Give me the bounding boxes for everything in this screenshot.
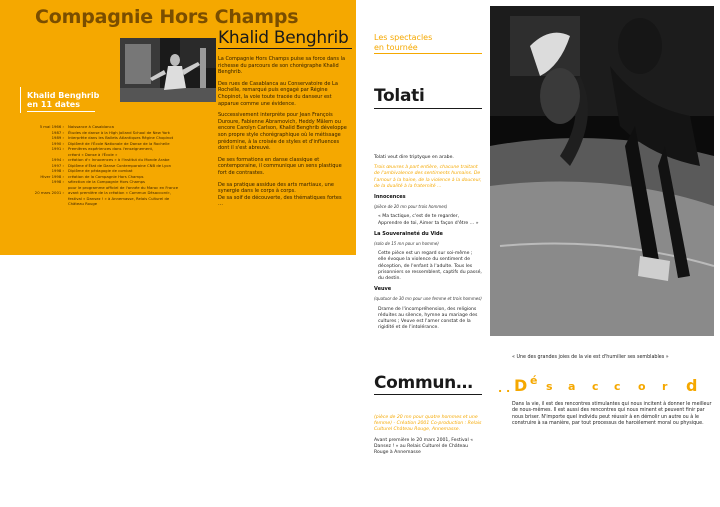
tolati-intro: Tolati veut dire triptyque en arabe. [374,155,454,160]
timeline-text: Études de danse à la High Jolland School de New York [68,129,170,135]
divider [218,48,352,49]
intro-paragraph: De ses formations en danse classique et contemporaine, il communique un sens plastique fort de contrastes. [218,156,342,176]
divider [27,111,95,112]
choreographer-name: Khalid Benghrib [218,28,349,48]
veuve-note: (quatuor de 30 mn pour une femme et trois hommes) [374,296,482,302]
innocences-title: Innocences [374,194,406,201]
commun-title: Commun… [374,373,473,393]
souverainete-title: La Souveraineté du Vide [374,230,443,237]
commun-text [374,415,482,460]
timeline-date: 1998 › [51,179,64,184]
bio-heading [27,91,99,109]
timeline-date: 1997 › [51,162,64,168]
tolati-title: Tolati [374,86,425,106]
desaccord-letter: r [662,380,668,393]
dancer-photo-small [120,38,216,102]
timeline-text: Premières expériences dans l'enseignement, [68,146,154,151]
timeline-date: 5 mai 1966 › [39,124,64,129]
intro-paragraph: La Compagnie Hors Champs puise sa force dans la richesse du parcours de son chorégraphe Khalid Benghrib. [218,56,346,76]
timeline-text: créant « Danse à l'École » [68,151,118,157]
intro-paragraph: Des rues de Casablanca au Conservatoire de La Rochelle, remarqué puis engagé par Régine Chopinot, la voie toute tracée du danseur est apparue comme une évidence. [218,80,338,107]
divider [20,87,21,113]
tolati-description: Trois œuvres à part entière, chacune traitant de l'ambivalence des sentiments humains. De l'amour à la haine, de la violence à la douceur, de la dualité à la fraternité … [374,165,482,189]
tolati-text [374,155,482,335]
timeline-date [14,201,68,207]
company-title: Compagnie Hors Champs [35,6,299,28]
timeline-text: Naissance à Casablanca [68,124,114,129]
intro-text [218,56,348,213]
timeline-text: Diplôme de pédagogie de combat [68,168,133,173]
intro-paragraph: Successivement interprète pour Jean François Duroure, Fabienne Abramovich, Heddy Mâlem ou encore Carolyn Carlson, Khalid Benghrib développe son propre style chorégraphique où le métissage prédomine, à la croisée de styles et d'influences dont il s'est abreuvé. [218,112,347,152]
desaccord-letter: d [686,376,698,395]
desaccord-text [512,402,712,427]
timeline-date: Hiver 1998 › [40,173,64,179]
souverainete-text: Cette pièce est un regard sur soi-même ; elle évoque la violence du sentiment de déception, de l'enfant à l'adulte. Tous les prisonniers se ressemblent, captifs du passé, du destin. [378,251,482,282]
desaccord-letter: c [592,380,599,393]
veuve-text: Drame de l'incompréhension, des religions réduites au silence, hymne au mariage des cultures ; Veuve est l'amer constat de la rigidité et de l'intolérance. [378,306,478,331]
timeline-date: 1990 › [51,140,64,146]
timeline-text: Château Rouge [68,201,98,206]
timeline-date: 1987 › [51,129,64,135]
bio-heading-line: en 11 dates [27,100,80,109]
souverainete-note: (solo de 15 mn pour un homme) [374,241,439,247]
timeline-date: 1998 › [51,168,64,173]
timeline-date: 1991 › [51,146,64,151]
desaccord-letter: s [546,380,553,393]
desaccord-letter: D [514,376,528,395]
timeline-row [14,201,204,207]
innocences-text: « Ma tactique, c'est de te regarder, Apprendre de toi, Aimer ta façon d'être … » [378,214,479,226]
timeline-date: 20 mars 2001 › [34,190,64,195]
timeline-text: Diplôme d'État de Danse Contemporaine CNB de Lyon [68,162,172,168]
desaccord-letter: a [568,380,576,393]
timeline-text: création d'« Innocences » à l'Institut du Monde Arabe [68,157,170,162]
divider [374,394,482,395]
intro-paragraph: De sa pratique assidue des arts martiaux, une synergie dans le corps à corps. [218,181,334,195]
timeline-text: avant première de la création « Commun Désaccord», [68,190,172,195]
timeline-date: 1989 › [51,135,64,140]
desaccord-title [498,374,698,402]
shows-heading-line: en tournée [374,43,418,52]
shows-heading [374,33,432,53]
divider [374,53,482,54]
veuve-title: Veuve [374,286,392,293]
desaccord-paragraph: Dans la vie, il est des rencontres stimulantes qui nous incitent à donner le meilleur de nous-mêmes. Il est aussi des rencontres qui nous minent et peuvent finir par nous briser. N'importe quel individu peut réussir à en démolir un autre ou à le construire à sa manière, par tout processus de harcèlement moral ou physique. [512,402,712,426]
bio-heading-line: Khalid Benghrib [27,91,100,100]
timeline-text: création de la Compagnie Hors Champs [68,173,144,179]
timeline-text: festival « Dansez ! » à Annemasse, Relais Culturel de [68,195,170,201]
timeline-text: Diplômé de l'École Nationale de Danse de la Rochelle [68,140,170,146]
timeline [14,124,204,207]
timeline-text: Interprète dans les Ballets Atlantiques Régine Chopinot [68,135,174,140]
desaccord-letter: o [638,380,646,393]
timeline-date: 1994 › [51,157,64,162]
timeline-text: sélection de la Compagnie Hors Champs [68,179,146,184]
desaccord-letter: é [530,374,538,387]
desaccord-letter: c [614,380,621,393]
intro-paragraph: De sa soif de découverte, des thématiques fortes … [218,194,342,208]
innocences-note: (pièce de 20 mn pour trois hommes) [374,204,448,210]
commun-premiere: Avant première le 20 mars 2001, Festival « Dansez ! » au Relais Culturel de Château Rouge à Annemasse [374,437,474,456]
shows-heading-line: Les spectacles [374,33,433,42]
dancers-photo-large [490,6,714,336]
timeline-text: pour le programme officiel de l'année du Maroc en France [68,184,179,190]
divider [374,108,482,109]
page-gutter [356,0,364,507]
desaccord-letter: . . [498,382,511,395]
commun-credits: (pièce de 20 mn pour quatre hommes et une femme) - Création 2001 Co-production : Relais Culturel Château Rouge, Annemasse. [374,415,482,433]
quote: « Une des grandes joies de la vie est d'humilier ses semblables » [512,355,669,360]
